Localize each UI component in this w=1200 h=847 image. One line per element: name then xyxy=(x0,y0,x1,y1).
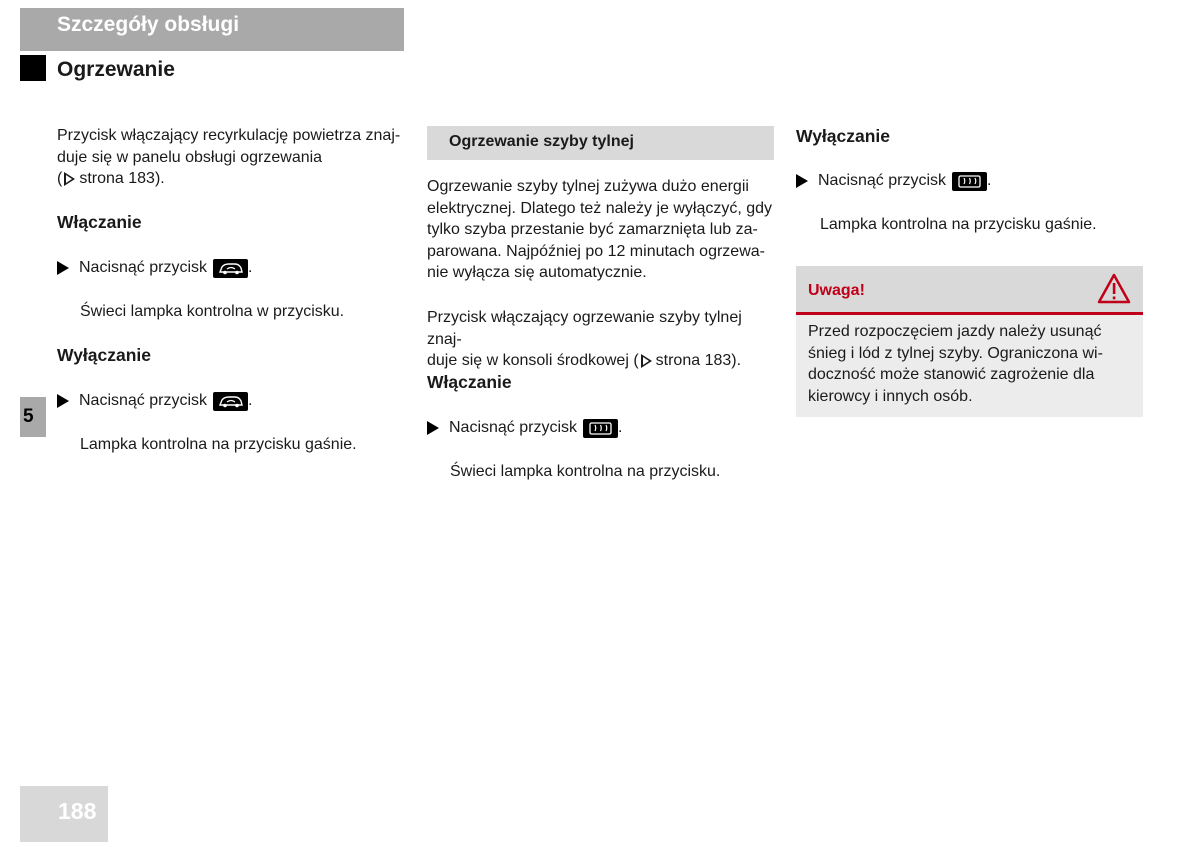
col2-para1 xyxy=(427,176,774,284)
page-number-box xyxy=(20,786,108,842)
step-period: . xyxy=(987,172,992,189)
step-arrow-icon xyxy=(57,394,69,408)
col1-on-heading: Włączanie xyxy=(57,212,142,232)
col2-para1-line: Ogrzewanie szyby tylnej zużywa dużo energii xyxy=(427,178,749,195)
subsection-title-box xyxy=(427,126,774,160)
warning-header xyxy=(796,266,1143,312)
subsection-title: Ogrzewanie szyby tylnej xyxy=(449,133,634,150)
ref-page-text: strona 183). xyxy=(655,352,742,369)
warning-triangle-icon xyxy=(1096,272,1132,311)
chapter-tab xyxy=(20,397,46,437)
step-arrow-icon xyxy=(57,261,69,275)
recirculation-car-icon xyxy=(213,259,248,278)
warning-line: śnieg i lód z tylnej szyby. Ograniczona wi- xyxy=(808,344,1103,362)
step-text: Nacisnąć przycisk xyxy=(79,392,208,409)
col2-para2-line: duje się w konsoli środkowej ( xyxy=(427,352,639,369)
chapter-number: 5 xyxy=(23,406,34,427)
col2-para2-ref xyxy=(427,350,774,372)
page-ref-arrow-icon xyxy=(64,172,75,186)
col1-intro xyxy=(57,125,407,190)
warning-line: kierowcy i innych osób. xyxy=(808,387,973,405)
col2-para1-line: parowana. Najpóźniej po 12 minutach ogrzewa- xyxy=(427,242,765,260)
recirculation-car-icon xyxy=(213,392,248,411)
col2-para2-line: Przycisk włączający ogrzewanie szyby tylnej znaj- xyxy=(427,309,742,348)
step-period: . xyxy=(248,259,253,276)
col1-off-heading: Wyłączanie xyxy=(57,345,152,365)
col2-para1-line: tylko szyba przestanie być zamarznięta lub za- xyxy=(427,221,758,238)
section-marker xyxy=(20,55,46,81)
step-text: Nacisnąć przycisk xyxy=(818,172,947,189)
section-title: Ogrzewanie xyxy=(57,58,175,81)
chapter-title: Szczegóły obsługi xyxy=(57,13,240,36)
ref-page-text: strona 183). xyxy=(79,170,165,187)
page-ref-arrow-icon xyxy=(641,354,652,368)
col1-on-step xyxy=(57,257,252,279)
ref-open-paren: ( xyxy=(57,170,63,187)
step-period: . xyxy=(618,419,623,436)
col1-off-step xyxy=(57,390,252,412)
rear-window-heater-icon xyxy=(952,172,987,191)
step-arrow-icon xyxy=(427,421,439,435)
col3-off-result: Lampka kontrolna na przycisku gaśnie. xyxy=(820,216,1097,233)
warning-line: Przed rozpoczęciem jazdy należy usunąć xyxy=(808,323,1102,340)
col2-para1-line: elektrycznej. Dlatego też należy je wyłączyć, gdy xyxy=(427,199,773,217)
col1-intro-line: duje się w panelu obsługi ogrzewania xyxy=(57,148,323,166)
col1-intro-line: Przycisk włączający recyrkulację powietrza znaj- xyxy=(57,127,401,144)
col1-on-result: Świeci lampka kontrolna w przycisku. xyxy=(80,303,345,320)
col2-para2 xyxy=(427,307,774,372)
col3-off-heading: Wyłączanie xyxy=(796,126,891,146)
chapter-header-bar xyxy=(20,8,404,51)
step-text: Nacisnąć przycisk xyxy=(79,259,208,276)
col2-on-step xyxy=(427,417,622,439)
col2-para1-line: nie wyłącza się automatycznie. xyxy=(427,264,647,281)
warning-line: doczność może stanowić zagrożenie dla xyxy=(808,366,1095,383)
page-number: 188 xyxy=(58,798,97,824)
step-period: . xyxy=(248,392,253,409)
col2-on-heading: Włączanie xyxy=(427,372,512,392)
warning-body xyxy=(796,315,1143,417)
col2-on-result: Świeci lampka kontrolna na przycisku. xyxy=(450,463,721,480)
col1-off-result: Lampka kontrolna na przycisku gaśnie. xyxy=(80,436,357,453)
col3-off-step xyxy=(796,170,991,192)
step-text: Nacisnąć przycisk xyxy=(449,419,578,436)
rear-window-heater-icon xyxy=(583,419,618,438)
warning-title: Uwaga! xyxy=(808,282,865,299)
col1-intro-ref xyxy=(57,168,407,190)
step-arrow-icon xyxy=(796,174,808,188)
